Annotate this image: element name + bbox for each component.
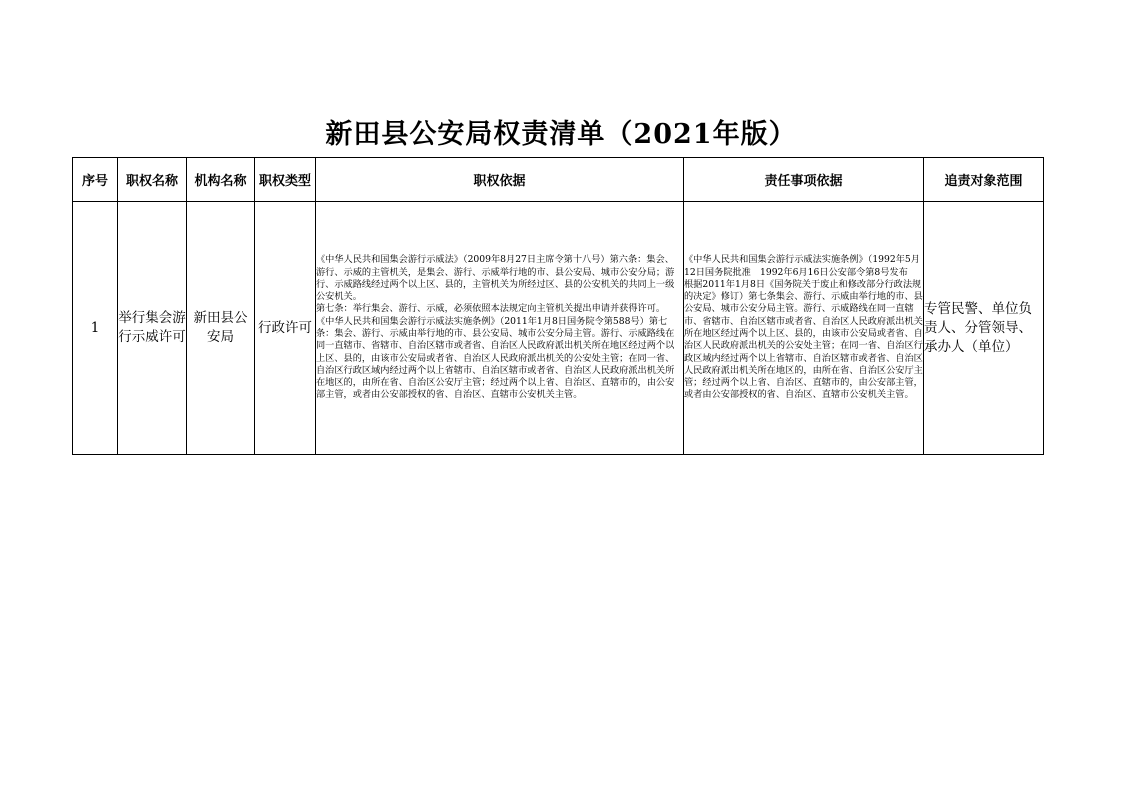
cell-basis: 《中华人民共和国集会游行示威法》（2009年8月27日主席令第十八号）第六条：集会、游行、示威的主管机关，是集会、游行、示威举行地的市、县公安局、城市公安分局；游行、示威路线经过两个以上区、县的，主管机关为所经过区、县的公安机关的共同上一级公安机关。 第七条：举行集会、游行、示威，必须依照本法规定向主管机关提出申请并获得许可。 《中华人民共和国集会游行示威法实施条例》（2011年1月8日国务院令第588号）第七条：集会、游行、示威由举行地的市、县公安局、城市公安分局主管。游行、示威路线在同一直辖市、省辖市、自治区辖市或者省、自治区人民政府派出机关所在地区经过两个以上区、县的，由该市公安局或者省、自治区人民政府派出机关的公安处主管；在同一省、自治区行政区域内经过两个以上省辖市、自治区辖市或者省、自治区人民政府派出机关所在地区的，由所在省、自治区公安厅主管；经过两个以上省、自治区、直辖市的，由公安部主管，或者由公安部授权的省、自治区、直辖市公安机关主管。 (316, 202, 684, 455)
header-seq: 序号 (73, 158, 118, 202)
cell-seq: 1 (73, 202, 118, 455)
header-duty-basis: 责任事项依据 (684, 158, 924, 202)
cell-power-name: 举行集会游行示威许可 (118, 202, 187, 455)
table-row (73, 202, 1044, 455)
cell-power-type: 行政许可 (255, 202, 316, 455)
header-power-type: 职权类型 (255, 158, 316, 202)
header-power-name: 职权名称 (118, 158, 187, 202)
cell-agency: 新田县公安局 (187, 202, 255, 455)
table-header-row (73, 158, 1044, 202)
cell-duty-basis: 《中华人民共和国集会游行示威法实施条例》（1992年5月12日国务院批准 1992年6月16日公安部令第8号发布 根据2011年1月8日《国务院关于废止和修改部分行政法规的决定》修订）第七条集会、游行、示威由举行地的市、县公安局、城市公安分局主管。游行、示威路线在同一直辖市、省辖市、自治区辖市或者省、自治区人民政府派出机关所在地区经过两个以上区、县的，由该市公安局或者省、自治区人民政府派出机关的公安处主管；在同一省、自治区行政区域内经过两个以上省辖市、自治区辖市或者省、自治区人民政府派出机关所在地区的，由所在省、自治区公安厅主管；经过两个以上省、自治区、直辖市的，由公安部主管，或者由公安部授权的省、自治区、直辖市公安机关主管。 (684, 202, 924, 455)
header-basis: 职权依据 (316, 158, 684, 202)
power-list-table (72, 157, 1044, 455)
header-scope: 追责对象范围 (924, 158, 1044, 202)
header-agency: 机构名称 (187, 158, 255, 202)
cell-scope: 专管民警、单位负责人、分管领导、承办人（单位） (924, 202, 1044, 455)
document-title: 新田县公安局权责清单（2021年版） (325, 119, 797, 150)
